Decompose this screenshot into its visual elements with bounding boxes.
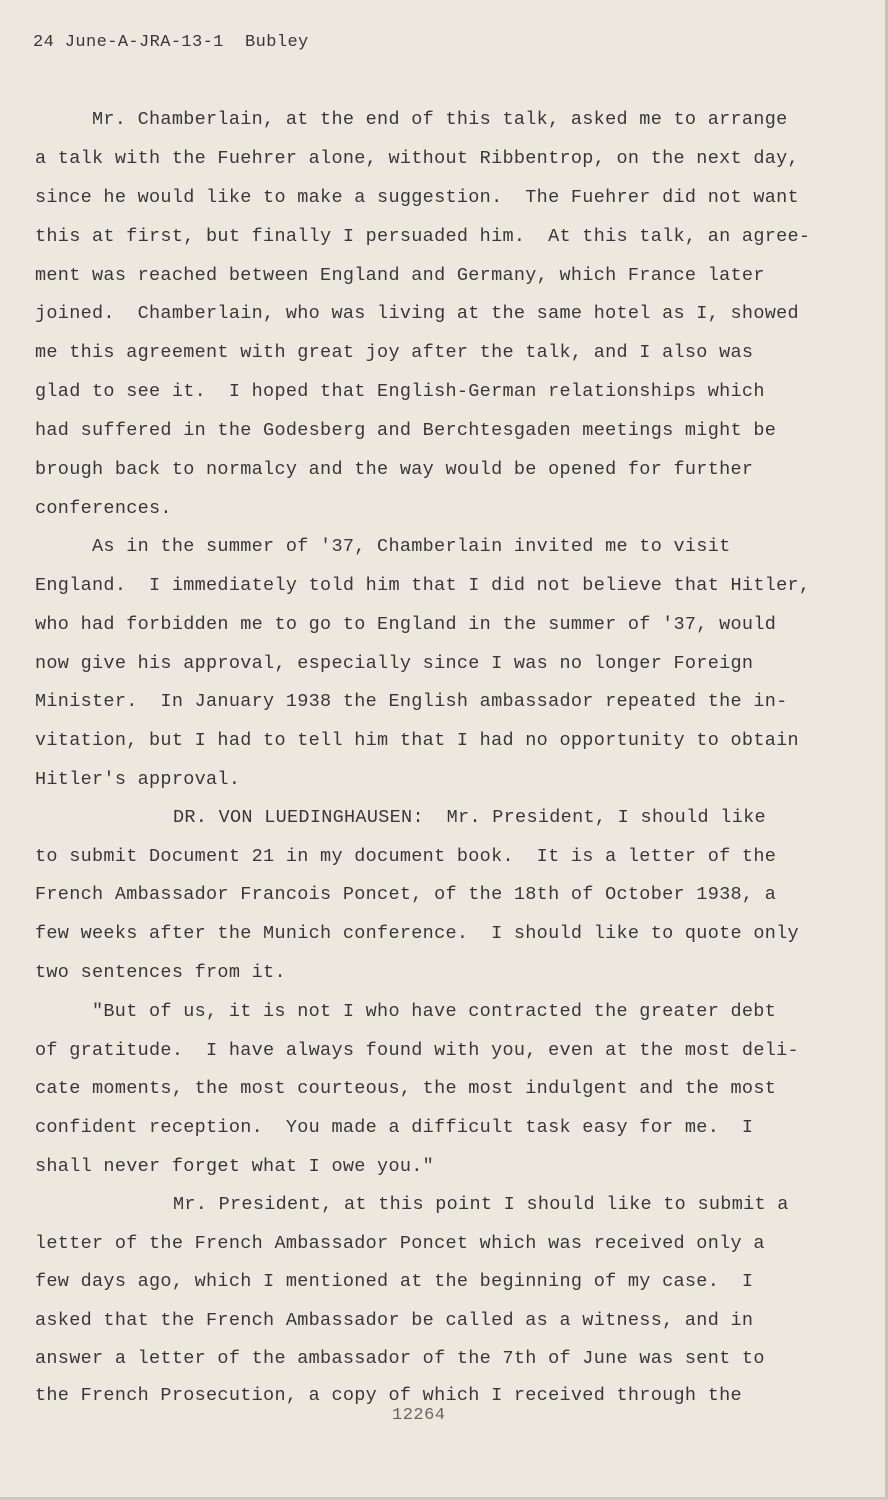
text-line: vitation, but I had to tell him that I had no opportunity to obtain	[35, 730, 799, 751]
page-number: 12264	[392, 1406, 446, 1425]
text-line: joined. Chamberlain, who was living at the same hotel as I, showed	[35, 303, 799, 324]
text-line: French Ambassador Francois Poncet, of the 18th of October 1938, a	[35, 884, 777, 905]
text-line: had suffered in the Godesberg and Berchtesgaden meetings might be	[35, 420, 777, 441]
text-line: conferences.	[35, 498, 172, 519]
text-line: who had forbidden me to go to England in the summer of '37, would	[35, 614, 777, 635]
text-line: of gratitude. I have always found with you, even at the most deli-	[35, 1040, 799, 1061]
text-line: glad to see it. I hoped that English-German relationships which	[35, 381, 765, 402]
text-line: Mr. Chamberlain, at the end of this talk, asked me to arrange	[92, 109, 788, 130]
text-line: "But of us, it is not I who have contracted the greater debt	[92, 1001, 777, 1022]
text-line: England. I immediately told him that I did not believe that Hitler,	[35, 575, 811, 596]
text-line: ment was reached between England and Germany, which France later	[35, 265, 765, 286]
text-line: me this agreement with great joy after the talk, and I also was	[35, 342, 754, 363]
text-line: to submit Document 21 in my document book. It is a letter of the	[35, 846, 777, 867]
text-line: this at first, but finally I persuaded him. At this talk, an agree-	[35, 226, 811, 247]
text-line: letter of the French Ambassador Poncet which was received only a	[35, 1233, 765, 1254]
text-line: asked that the French Ambassador be called as a witness, and in	[35, 1310, 754, 1331]
text-line: few weeks after the Munich conference. I should like to quote only	[35, 923, 799, 944]
text-line: shall never forget what I owe you."	[35, 1156, 435, 1177]
text-line: brough back to normalcy and the way would be opened for further	[35, 459, 754, 480]
text-line: now give his approval, especially since I was no longer Foreign	[35, 653, 754, 674]
text-line: Mr. President, at this point I should like to submit a	[173, 1194, 789, 1215]
text-line: a talk with the Fuehrer alone, without Ribbentrop, on the next day,	[35, 148, 799, 169]
text-line: since he would like to make a suggestion. The Fuehrer did not want	[35, 187, 799, 208]
text-line: Minister. In January 1938 the English ambassador repeated the in-	[35, 691, 788, 712]
text-line: As in the summer of '37, Chamberlain invited me to visit	[92, 536, 731, 557]
text-line: few days ago, which I mentioned at the beginning of my case. I	[35, 1271, 754, 1292]
text-line: confident reception. You made a difficult task easy for me. I	[35, 1117, 754, 1138]
text-line: answer a letter of the ambassador of the 7th of June was sent to	[35, 1348, 765, 1369]
text-line: two sentences from it.	[35, 962, 286, 983]
text-line: DR. VON LUEDINGHAUSEN: Mr. President, I should like	[173, 807, 766, 828]
page-header: 24 June-A-JRA-13-1 Bubley	[33, 33, 309, 52]
text-line: cate moments, the most courteous, the most indulgent and the most	[35, 1078, 777, 1099]
text-line: Hitler's approval.	[35, 769, 241, 790]
text-line: the French Prosecution, a copy of which I received through the	[35, 1385, 742, 1406]
